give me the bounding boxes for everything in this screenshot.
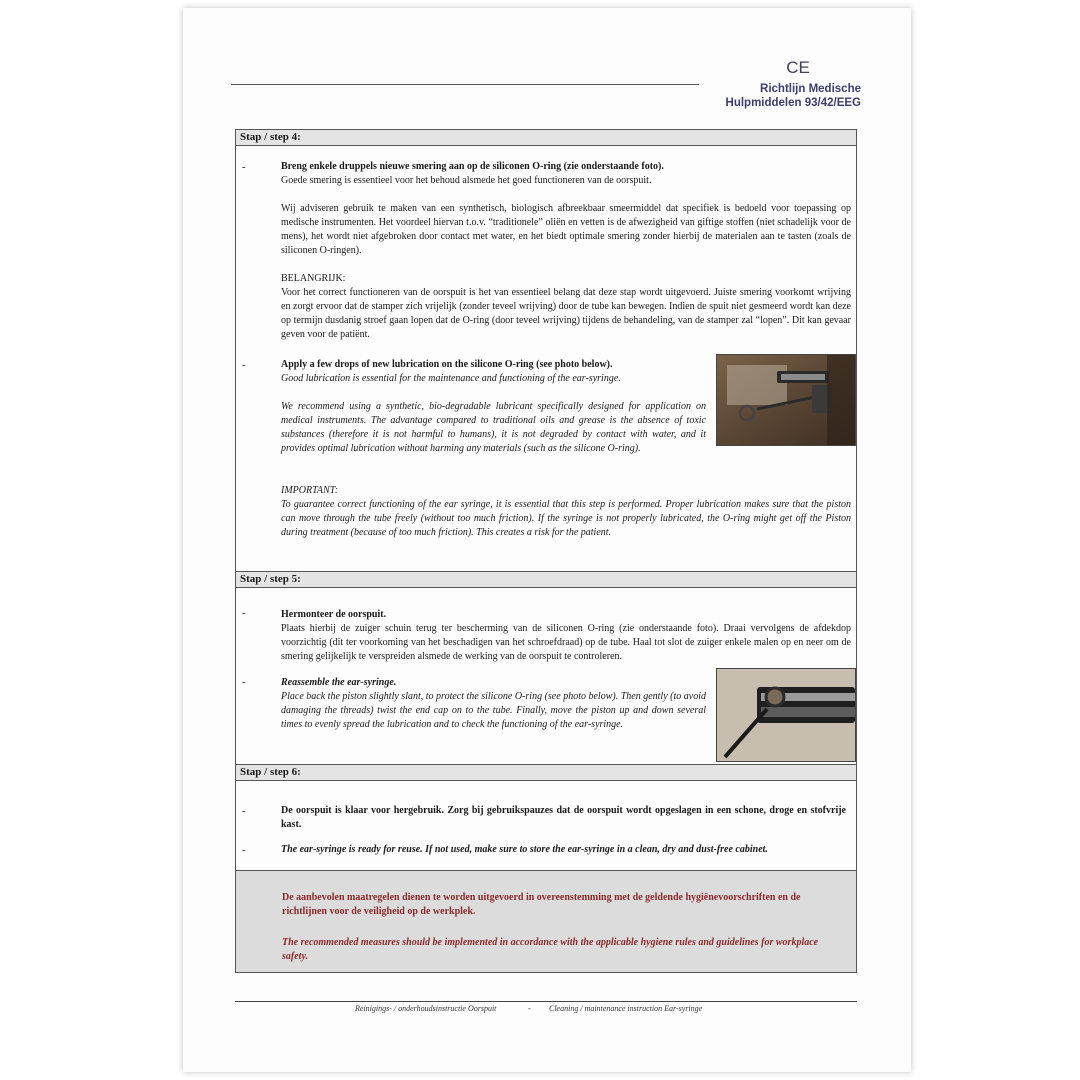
ce-mark: CE (786, 58, 810, 77)
footer-separator: - (528, 1004, 531, 1013)
step5-en-p1: Place back the piston slightly slant, to protect the silicone O-ring (see photo below). Then gently (to avoid damaging the threads) twist the end cap on to the tube. Finally, move the piston up and down several times to evenly spread the lubrication and to check the functioning of the ear-syringe. (281, 691, 706, 730)
reassembly-photo (716, 668, 856, 762)
syringe-lubrication-image (717, 355, 855, 445)
document-page (183, 8, 911, 1072)
step4-en-p1: Good lubrication is essential for the maintenance and functioning of the ear-syringe. (281, 373, 621, 384)
step6-en-text: The ear-syringe is ready for reuse. If not used, make sure to store the ear-syringe in a clean, dry and dust-free cabinet. (281, 844, 768, 855)
step4-nl-important: Voor het correct functioneren van de oorspuit is het van essentieel belang dat deze stap wordt uitgevoerd. Juiste smering voorkomt wrijving en zorgt ervoor dat de stamper zich vrijelijk (zonder teveel wrijving) door de tube kan bewegen. Indien de spuit niet gesmeerd wordt kan deze op termijn dusdanig stroef gaan lopen dat de O-ring (door teveel wrijving) tijdens de behandeling, van de stamper zal “lopen”. Dit kan gevaar geven voor de patiënt. (281, 287, 851, 340)
step6-section (235, 764, 857, 872)
bullet-dash: - (242, 607, 246, 619)
step4-en-title: Apply a few drops of new lubrication on the silicone O-ring (see photo below). (281, 359, 613, 370)
bullet-dash: - (242, 676, 246, 688)
directive-title (703, 82, 861, 110)
safety-notice (235, 870, 857, 973)
step5-en-title: Reassemble the ear-syringe. (281, 677, 397, 688)
step4-nl-p2: Wij adviseren gebruik te maken van een synthetisch, biologisch afbreekbaar smeermiddel dat specifiek is bedoeld voor toepassing op medische instrumenten. Het voordeel hiervan t.o.v. “traditionele” oliën en vetten is de afwezigheid van giftige stoffen (niet schadelijk voor de mens), het wordt niet afgebroken door contact met water, en het biedt optimale smering zonder hierbij de materialen aan te tasten (zoals de siliconen O-ringen). (281, 203, 851, 256)
step5-header: Stap / step 5: (236, 572, 856, 588)
syringe-reassembly-image (717, 669, 855, 761)
step4-section (235, 129, 857, 574)
step6-header: Stap / step 6: (236, 765, 856, 781)
bullet-dash: - (242, 359, 246, 371)
step4-header: Stap / step 4: (236, 130, 856, 146)
lubrication-photo (716, 354, 856, 446)
step5-nl-title: Hermonteer de oorspuit. (281, 609, 387, 620)
footer-left: Reinigings- / onderhoudsinstructie Oorspuit (355, 1004, 497, 1013)
step4-nl-p1: Goede smering is essentieel voor het behoud alsmede het goed functioneren van de oorspuit. (281, 175, 652, 186)
bullet-dash: - (242, 161, 246, 173)
step5-section (235, 571, 857, 767)
directive-title-line2: Hulpmiddelen 93/42/EEG (725, 97, 861, 109)
bullet-dash: - (242, 844, 246, 856)
header-rule (231, 84, 699, 85)
step6-nl-text: De oorspuit is klaar voor hergebruik. Zorg bij gebruikspauzes dat de oorspuit wordt opgeslagen in een schone, droge en stofvrije kast. (281, 805, 846, 830)
bullet-dash: - (242, 805, 246, 817)
footer-right: Cleaning / maintenance instruction Ear-syringe (549, 1004, 703, 1013)
step4-nl-important-label: BELANGRIJK: (281, 273, 346, 284)
step4-en-important: To guarantee correct functioning of the ear syringe, it is essential that this step is performed. Proper lubrication makes sure that the piston can move through the tube freely (without too much friction). If the syringe is not properly lubricated, the O-ring might get off the Piston during treatment (because of too much friction). This creates a risk for the patient. (281, 499, 851, 538)
footer-rule (235, 1001, 857, 1002)
step4-nl-title: Breng enkele druppels nieuwe smering aan op de siliconen O-ring (zie onderstaande foto). (281, 161, 664, 172)
step5-nl-p1: Plaats hierbij de zuiger schuin terug ter bescherming van de siliconen O-ring (zie onderstaande foto). Draai vervolgens de afdekdop voorzichtig (dit ter voorkoming van het beschadigen van het schroefdraad) op de tube. Haal tot slot de zuiger enkele malen op en neer om de smering gelijkelijk te verspreiden alsmede de werking van de oorspuit te controleren. (281, 623, 851, 662)
safety-notice-nl: De aanbevolen maatregelen dienen te worden uitgevoerd in overeenstemming met de geldende hygiënevoorschriften en de richtlijnen voor de veiligheid op de werkplek. (282, 892, 801, 917)
step4-en-important-label: IMPORTANT: (281, 485, 339, 496)
directive-title-line1: Richtlijn Medische (760, 83, 861, 95)
safety-notice-en: The recommended measures should be implemented in accordance with the applicable hygiene rules and guidelines for workplace safety. (282, 937, 819, 962)
step4-en-p2: We recommend using a synthetic, bio-degradable lubricant specifically designed for application on medical instruments. The advantage compared to traditional oils and grease is the absence of toxic substances (therefore it is not harmful to humans), it is not degraded by contact with water, and it provides optimal lubrication without harming any materials (such as the silicone O-ring). (281, 401, 706, 454)
